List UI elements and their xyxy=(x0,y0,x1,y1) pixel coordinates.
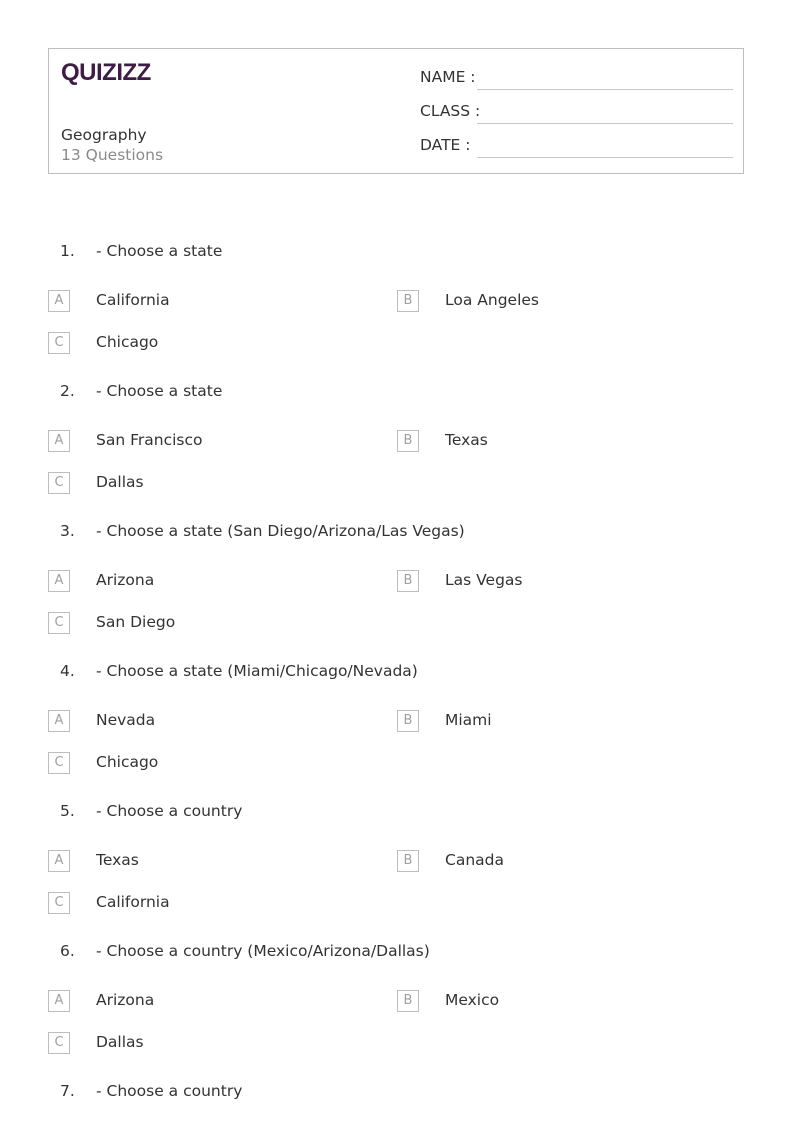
question-text: - Choose a state xyxy=(96,242,223,260)
question-number: 6. xyxy=(60,942,75,960)
question-number: 2. xyxy=(60,382,75,400)
option-c-text: San Diego xyxy=(96,613,176,631)
option-b-checkbox[interactable]: B xyxy=(397,570,419,592)
question-number: 1. xyxy=(60,242,75,260)
question-number: 3. xyxy=(60,522,75,540)
option-c-checkbox[interactable]: C xyxy=(48,472,70,494)
name-field[interactable] xyxy=(477,89,733,90)
option-c-checkbox[interactable]: C xyxy=(48,892,70,914)
option-b-checkbox[interactable]: B xyxy=(397,430,419,452)
question-text: - Choose a state xyxy=(96,382,223,400)
option-c-checkbox[interactable]: C xyxy=(48,1032,70,1054)
option-b-text: Mexico xyxy=(445,991,500,1009)
question-text: - Choose a state (San Diego/Arizona/Las Vegas) xyxy=(96,522,465,540)
option-a-text: Arizona xyxy=(96,571,155,589)
date-label: DATE : xyxy=(420,136,471,154)
option-c-text: Chicago xyxy=(96,333,159,351)
question-number: 7. xyxy=(60,1082,75,1100)
question-text: - Choose a state (Miami/Chicago/Nevada) xyxy=(96,662,418,680)
option-a-checkbox[interactable]: A xyxy=(48,850,70,872)
question-text: - Choose a country xyxy=(96,1082,243,1100)
option-c-checkbox[interactable]: C xyxy=(48,752,70,774)
option-a-text: Nevada xyxy=(96,711,156,729)
option-a-text: San Francisco xyxy=(96,431,203,449)
option-a-checkbox[interactable]: A xyxy=(48,990,70,1012)
class-field[interactable] xyxy=(477,123,733,124)
option-c-text: Chicago xyxy=(96,753,159,771)
option-a-checkbox[interactable]: A xyxy=(48,430,70,452)
option-a-checkbox[interactable]: A xyxy=(48,570,70,592)
question-text: - Choose a country (Mexico/Arizona/Dallas) xyxy=(96,942,430,960)
option-c-checkbox[interactable]: C xyxy=(48,332,70,354)
question-number: 5. xyxy=(60,802,75,820)
option-c-text: California xyxy=(96,893,170,911)
option-a-text: California xyxy=(96,291,170,309)
option-c-text: Dallas xyxy=(96,1033,144,1051)
option-a-text: Texas xyxy=(96,851,139,869)
option-b-checkbox[interactable]: B xyxy=(397,710,419,732)
option-c-text: Dallas xyxy=(96,473,144,491)
option-b-checkbox[interactable]: B xyxy=(397,850,419,872)
option-b-checkbox[interactable]: B xyxy=(397,290,419,312)
option-a-checkbox[interactable]: A xyxy=(48,710,70,732)
question-number: 4. xyxy=(60,662,75,680)
question-count: 13 Questions xyxy=(61,146,164,164)
option-b-text: Las Vegas xyxy=(445,571,523,589)
option-b-text: Canada xyxy=(445,851,504,869)
worksheet-title: Geography xyxy=(61,126,147,144)
option-b-text: Loa Angeles xyxy=(445,291,539,309)
option-c-checkbox[interactable]: C xyxy=(48,612,70,634)
option-b-text: Texas xyxy=(445,431,488,449)
quizizz-logo-mark xyxy=(61,59,151,85)
quizizz-logo xyxy=(61,59,151,85)
svg-text:QUIZIZZ: QUIZIZZ xyxy=(61,59,151,85)
worksheet-header xyxy=(48,48,744,174)
option-b-checkbox[interactable]: B xyxy=(397,990,419,1012)
class-label: CLASS : xyxy=(420,102,481,120)
option-a-checkbox[interactable]: A xyxy=(48,290,70,312)
option-a-text: Arizona xyxy=(96,991,155,1009)
date-field[interactable] xyxy=(477,157,733,158)
question-text: - Choose a country xyxy=(96,802,243,820)
option-b-text: Miami xyxy=(445,711,492,729)
name-label: NAME : xyxy=(420,68,476,86)
